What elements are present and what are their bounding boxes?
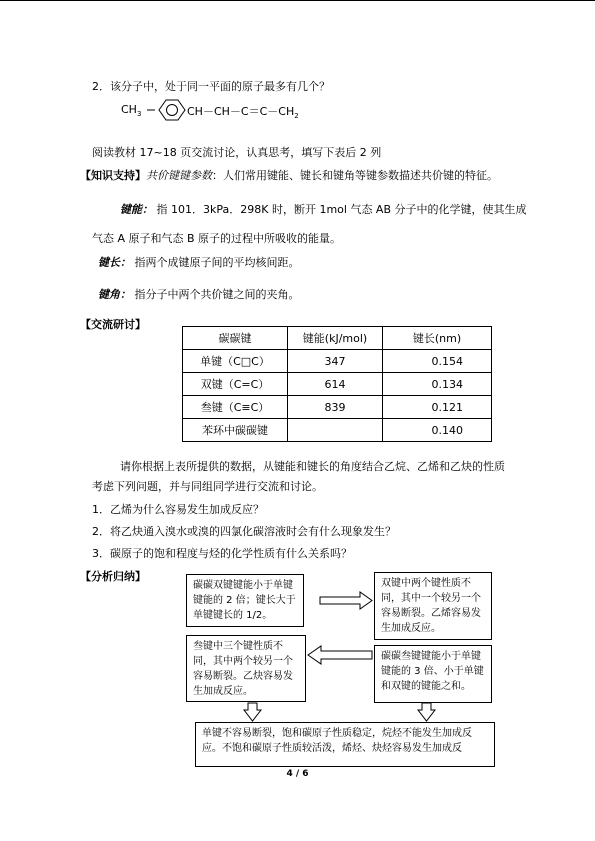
down-arrow-icon <box>418 703 435 721</box>
methyl-group: $CH_3$ <box>121 103 142 119</box>
table-row: 苯环中碳碳键 0.140 <box>183 419 492 442</box>
discussion-heading: 【交流研讨】 <box>80 318 146 331</box>
analysis-box-2: 双键中两个键性质不同，其中一个较另一个容易断裂。乙烯容易发生加成反应。 <box>374 572 492 640</box>
left-arrow-icon <box>308 646 372 664</box>
discussion-question-3: 3．碳原子的饱和程度与烃的化学性质有什么关系吗？ <box>92 547 352 560</box>
discussion-question-2: 2．将乙炔通入溴水或溴的四氯化碳溶液时会有什么现象发生？ <box>92 525 396 538</box>
knowledge-heading: 【知识支持】 <box>80 169 146 182</box>
bond-angle-line: 键角： 指分子中两个共价键之间的夹角。 <box>98 288 300 301</box>
down-arrow-icon <box>244 703 261 721</box>
read-instruction: 阅读教材 17~18 页交流讨论，认真思考，填写下表后 2 列 <box>92 146 382 159</box>
discussion-question-1: 1．乙烯为什么容易发生加成反应？ <box>92 503 264 516</box>
analysis-box-1: 碳碳双键键能小于单键键能的 2 倍；键长大于单键键长的 1/2。 <box>186 574 304 627</box>
analysis-heading: 【分析归纳】 <box>80 570 146 583</box>
side-chain: $CH-CH-C=C-CH_2$ <box>187 105 299 121</box>
analysis-box-3: 叁键中三个键性质不同，其中两个较另一个容易断裂。乙炔容易发生加成反应。 <box>186 635 306 702</box>
table-header-row: 碳碳键 键能(kJ/mol) 键长(nm) <box>183 327 492 350</box>
analysis-box-5: 单键不容易断裂，饱和碳原子性质稳定，烷烃不能发生加成反应。不饱和碳原子性质较活泼，烯烃、炔烃容易发生加成反 <box>195 722 495 767</box>
bond-energy-cont: 气态 A 原子和气态 B 原子的过程中所吸收的能量。 <box>92 232 342 245</box>
bond-length-line: 键长： 指两个成键原子间的平均核间距。 <box>98 256 300 269</box>
right-arrow-icon <box>320 592 372 609</box>
knowledge-desc: ：人们常用键能、键长和键角等键参数描述共价键的特征。 <box>212 169 498 182</box>
discussion-paragraph-1: 请你根据上表所提供的数据，从键能和键长的角度结合乙烷、乙烯和乙炔的性质 <box>120 460 505 473</box>
table-row: 叁键（C≡C） 839 0.121 <box>183 396 492 419</box>
bond-energy-label: 键能： <box>120 203 153 216</box>
discussion-paragraph-2: 考虑下列问题，并与同组同学进行交流和讨论。 <box>92 480 323 493</box>
page-number: 4 / 6 <box>286 769 309 779</box>
bond-energy-line: 键能： 指 101．3kPa．298K 时，断开 1mol 气态 AB 分子中的化学键，使其生成 <box>120 203 527 216</box>
table-row: 双键（C=C） 614 0.134 <box>183 373 492 396</box>
table-row: 单键（C□C） 347 0.154 <box>183 350 492 373</box>
analysis-box-4: 碳碳叁键键能小于单键键能的 3 倍、小于单键和双键的键能之和。 <box>374 645 492 703</box>
question-2: 2．该分子中，处于同一平面的原子最多有几个？ <box>92 80 330 93</box>
knowledge-term: 共价键键参数 <box>146 169 212 182</box>
